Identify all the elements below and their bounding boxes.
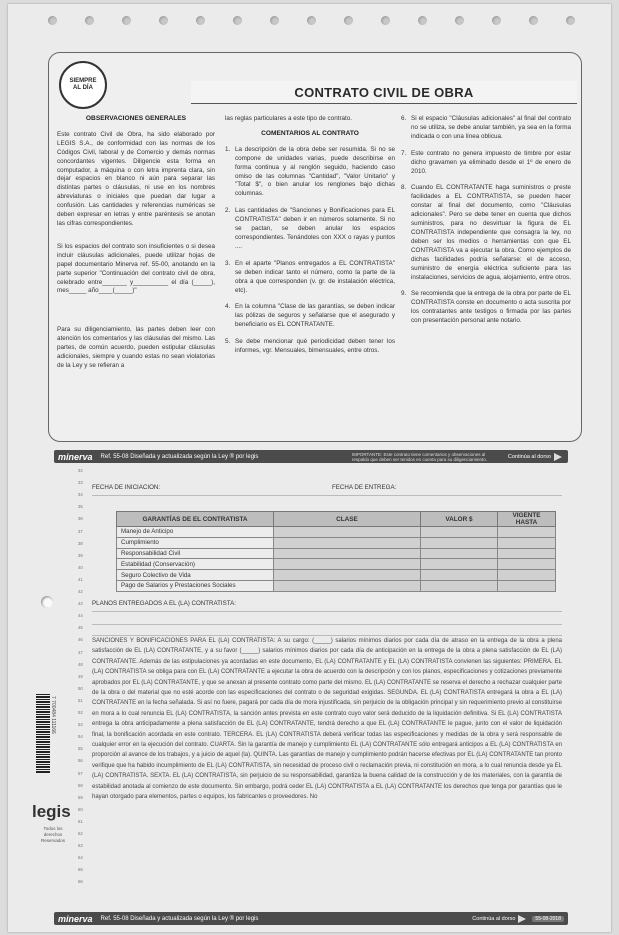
contract-form [78,466,570,896]
comments-intro: las reglas particulares a este tipo de contrato. [225,115,353,122]
comment-text: La descripción de la obra debe ser resumida. Si no se compone de unidades varias, puede describirse en forma continua y al renglón seguido, haciendo caso omiso de las columnas "Cantidad", "Valor Unitario" y "Total $", o bien anular los renglones bajo dichas columnas. [235,145,395,198]
continue-text: Continúa al dorso [507,453,551,460]
comment-number: 4. [225,303,231,311]
perforation-hole [566,16,575,25]
continue-text: Continúa al dorso [472,915,516,922]
line-number: 33 [78,480,83,486]
line-number: 38 [78,540,83,546]
line-number: 63 [78,843,83,849]
line-number: 37 [78,528,83,534]
comment-number: 9. [401,290,407,298]
line-number: 57 [78,770,83,776]
barcode [36,694,50,774]
header-value: VALOR $ [421,512,498,527]
line-number: 54 [78,734,83,740]
line-number: 64 [78,855,83,861]
comment-item [401,184,571,282]
guarantee-cell[interactable] [498,548,556,559]
perforation-hole [381,16,390,25]
plans-line [92,600,562,612]
arrow-right-icon [518,915,526,923]
guarantee-cell[interactable] [498,580,556,591]
guarantee-cell[interactable] [498,537,556,548]
perforation-hole [85,16,94,25]
line-number: 32 [78,468,83,473]
comment-item [225,207,395,252]
perforation-hole [48,16,57,25]
continue-label [508,453,562,461]
comment-item [401,115,571,142]
perforation-hole [307,16,316,25]
guarantee-cell[interactable] [421,580,498,591]
perforation-holes [48,16,608,30]
comment-item [401,290,571,326]
header-class: CLASE [274,512,421,527]
start-date-label: FECHA DE INICIACIÓN: [92,484,161,491]
comment-item [225,260,395,296]
comment-item [225,338,395,356]
line-number: 36 [78,516,83,522]
contract-title: CONTRATO CIVIL DE OBRA [191,81,577,104]
guarantee-cell[interactable] [274,537,421,548]
delivery-date-label: FECHA DE ENTREGA: [332,484,397,491]
guarantee-cell[interactable] [274,580,421,591]
important-note: IMPORTANTE: Este contrato tiene comentarios y observaciones al respaldo que deben ser tenidos en cuenta para su diligenciamiento. [351,451,487,462]
instructions-panel [48,52,582,442]
seal-line2: AL DÍA [73,85,93,91]
table-row [117,527,556,538]
comment-text: Cuando EL CONTRATANTE haga suministros o preste facilidades a EL CONTRATISTA, se pueden hacer constar al final del documento, como "Cláusulas adicionales". Pero se debe tener en cuenta que dichos suministros, para no desvirtuar la figura de EL CONTRATISTA independiente que consagra la ley, no deben ser los medios o herramientas con que EL CONTRATISTA va a ejecutar la obra. Como ejemplos de dichas facilidades podría señalarse: el de acceso, suministro de energía eléctrica suficiente para las instalaciones, servicios de agua, alojamiento, entre otros. [411,184,571,281]
guarantee-cell[interactable] [421,559,498,570]
comment-text: Se recomienda que la entrega de la obra por parte de EL CONTRATISTA conste en documento o acta suscrita por los contratantes ante testigos o firmada por las partes con presentación personal ante notario. [411,290,571,325]
guarantees-table [116,511,556,592]
line-number: 51 [78,697,83,703]
line-number: 44 [78,613,83,619]
guarantee-cell[interactable] [421,570,498,581]
table-row [117,580,556,591]
minerva-footer-band [54,450,568,463]
observations-paragraph-2: Si los espacios del contrato son insuficientes o si desea incluir cláusulas adicionales, puede utilizar hojas de papel documentario Minerva ref. 55-00, anotando en la parte superior "Continuación del contrato civil de obra, celebrado entre_______ y__________ el día (_____), mes_____ año____(_____)" [57,242,215,295]
comment-number: 1. [225,145,231,153]
guarantee-cell[interactable] [274,559,421,570]
comment-number: 2. [225,207,231,215]
minerva-ref: Ref. 55-08 Diseñada y actualizada según la Ley ® por legis [100,915,259,922]
perforation-hole [344,16,353,25]
comment-text: En la columna "Clase de las garantías, se deben indicar las pólizas de seguros y señalarse que el asegurado y beneficiario es EL CONTRATANTE. [235,303,395,329]
line-number: 40 [78,564,83,570]
table-row [117,559,556,570]
guarantee-cell[interactable] [421,537,498,548]
continue-label [472,915,526,923]
guarantee-cell[interactable] [274,527,421,538]
line-number: 62 [78,831,83,836]
observations-column [57,115,215,380]
guarantee-type: Cumplimiento [117,537,274,548]
comments-heading: COMENTARIOS AL CONTRATO [261,129,359,137]
line-number: 65 [78,867,83,873]
guarantee-type: Seguro Colectivo de Vida [117,570,274,581]
page-code: 55-08-2018 [532,916,564,922]
comments-column-continued [401,115,571,334]
line-number: 47 [78,649,83,655]
plans-label: PLANOS ENTREGADOS A EL (LA) CONTRATISTA: [92,600,236,607]
perforation-hole [492,16,501,25]
line-number: 43 [78,601,83,607]
line-number: 46 [78,637,83,643]
sanctions-clauses: SANCIONES Y BONIFICACIONES PARA EL (LA) CONTRATISTA: A su cargo: (_____) salarios mínimos diarios por cada día de atraso en la entrega de la obra a plena satisfacción de EL (LA) CONTRATANTE, y a su favor (_____) salarios mínimos diarios por cada día de anticipación en la entrega de la obra a plena satisfacción de EL (LA) CONTRATANTE. Además de las estipulaciones ya acordadas en este documento, EL (LA) CONTRATANTE y EL (LA) CONTRATISTA convienen las siguientes: PRIMERA. EL (LA) CONTRATISTA se obliga para con EL (LA) CONTRATANTE a ejecutar la obra de acuerdo con la descripción y con los planos, especificaciones y cotizaciones previamente aprobados por EL (LA) CONTRATANTE, y que se anexan al presente contrato como parte del mismo. EL (LA) CONTRATANTE se reserva el derecho a rechazar cualquier parte de la obra o del material que no esté acorde con las especificaciones del contrato o de seguridad exigidas. SEGUNDA. EL (LA) CONTRATISTA entregará la obra a EL (LA) CONTRATANTE en la fecha señalada. Si así no fuere, pagará por cada día de mora injustificada, sin perjuicio de la obligación principal y sin requerimiento previo al constituirse en mora a lo cual renuncia EL (LA) CONTRATISTA, la sanción antes prevista en este contrato cuyo valor será deducido de la liquidación definitiva. Si EL (LA) CONTRATISTA entrega la obra anticipadamente a plena satisfacción de EL (LA) CONTRATANTE, tendrá derecho a que EL (LA) CONTRATANTE le pague, junto con el valor de liquidación final, la bonificación acordada en este contrato. TERCERA. EL (LA) CONTRATISTA deberá verificar todas las especificaciones y medidas de la obra y será responsable de cualquier error en la ejecución del contrato. CUARTA. Sin la garantía de manejo y cumplimiento EL (LA) CONTRATANTE sólo entregará anticipos a EL (LA) CONTRATISTA en proporción al avance de los trabajos, y a juicio de aquel (la). QUINTA. Las garantías de manejo y cumplimiento podrán hacerse efectivas por EL (LA) CONTRATANTE tan pronto verifique que ha habido incumplimiento de EL (LA) CONTRATISTA, sin necesidad de proceso civil o reclamación previa, ni constitución en mora, a lo cual renuncia desde ya EL (LA) CONTRATISTA. SEXTA. EL (LA) CONTRATISTA, sin perjuicio de su responsabilidad, garantiza la buena calidad de la construcción y de los materiales, con la garantía de estabilidad anotada al comienzo de este documento. Sin embargo, podrá ceder EL (LA) CONTRATISTA a EL (LA) CONTRATANTE los derechos que tenga por garantías que le hayan otorgado para elementos, partes o equipos, los fabricantes o proveedores. No [92,638,563,801]
table-row [117,537,556,548]
line-number: 39 [78,552,83,558]
header-guarantees: GARANTÍAS DE EL CONTRATISTA [117,512,274,527]
rights-reserved: Todos los derechos Reservados [40,826,65,843]
binder-hole [41,596,53,608]
perforation-hole [122,16,131,25]
minerva-ref: Ref. 55-08 Diseñada y actualizada según la Ley ® por legis [100,453,259,460]
seal-line1: SIEMPRE [69,78,97,84]
comments-column [225,115,395,364]
observations-paragraph-3: Para su diligenciamiento, las partes deben leer con atención los comentarios y las cláusulas del mismo. Las partes, de común acuerdo, pueden estipular cláusulas adicionales, siempre y cuando estas no sean violatorias de la Ley y se refieran a [57,326,215,369]
table-row [117,548,556,559]
left-margin [28,474,71,914]
line-number: 50 [78,685,83,691]
comment-text: Las cantidades de "Sanciones y Bonificaciones para EL CONTRATISTA" deben ir en números solamente. Si no se pactan, se deben anular los espacios correspondientes. Tenándoles con XXX o rayas y puntos .... [235,207,395,250]
minerva-brand: minerva [58,451,93,462]
barcode-number: 7 700484 111166 [50,696,56,734]
guarantee-cell[interactable] [421,527,498,538]
perforation-hole [418,16,427,25]
comment-text: Se debe mencionar qué periodicidad deben tener los informes, vgr. Mensuales, bimensuales, entre otros. [235,338,395,355]
perforation-hole [455,16,464,25]
minerva-footer-band-bottom [54,912,568,925]
guarantee-cell[interactable] [274,570,421,581]
guarantee-cell[interactable] [421,548,498,559]
guarantee-type: Manejo de Anticipo [117,527,274,538]
dates-line [92,484,562,496]
guarantee-cell[interactable] [274,548,421,559]
line-number: 45 [78,625,83,631]
comment-text: Este contrato no genera impuesto de timbre por estar dicho gravamen ya eliminado desde el 1º de enero de 2010. [411,149,571,175]
perforation-hole [233,16,242,25]
comment-number: 6. [401,115,407,122]
line-number: 58 [78,782,83,788]
comment-item [225,303,395,330]
comment-item [401,150,571,177]
header-valid-until: VIGENTE HASTA [498,512,556,527]
line-number: 42 [78,589,83,594]
line-number: 55 [78,746,83,752]
comment-text: En el aparte "Planos entregados a EL CONTRATISTA" se deben indicar tanto el número, como la parte de la obra a que corresponden (v. gr. de instalación eléctrica, etc). [235,259,395,294]
arrow-right-icon [554,453,562,461]
line-number: 59 [78,794,83,800]
line-number: 60 [78,806,83,812]
perforation-hole [159,16,168,25]
legis-logo: legis [32,802,71,821]
perforation-hole [196,16,205,25]
line-number: 56 [78,758,83,764]
line-number: 52 [78,710,83,715]
line-number: 41 [78,576,83,582]
line-number: 61 [78,818,83,824]
guarantee-cell[interactable] [498,570,556,581]
guarantee-cell[interactable] [498,527,556,538]
table-row [117,570,556,581]
observations-heading: OBSERVACIONES GENERALES [85,115,187,122]
comment-number: 7. [401,149,407,157]
comment-number: 5. [225,338,231,346]
line-number: 35 [78,504,83,510]
line-number: 53 [78,722,83,728]
perforation-hole [270,16,279,25]
line-number: 49 [78,673,83,679]
siempre-al-dia-seal [59,61,107,109]
guarantee-cell[interactable] [498,559,556,570]
comment-number: 3. [225,259,231,267]
document-sheet [8,4,611,932]
minerva-brand: minerva [58,913,93,924]
comment-item [225,146,395,199]
line-number: 34 [78,492,83,498]
line-number: 66 [78,879,83,885]
line-number: 48 [78,661,83,667]
blank-line [92,624,562,636]
guarantee-type: Estabilidad (Conservación) [117,559,274,570]
guarantee-type: Responsabilidad Civil [117,548,274,559]
guarantee-type: Pago de Salarios y Prestaciones Sociales [117,580,274,591]
observations-paragraph-1: Este contrato Civil de Obra, ha sido elaborado por LEGIS S.A., de conformidad con las normas de los Códigos Civil, laboral y de Comercio y demás normas concordantes vigentes. Diligencie esta forma en computador, a máquina o con letra imprenta clara, sin dejar espacios en blanco ni aún para separar las distintas partes o cláusulas, ni use en los nombres abreviaturas o iniciales que puedan dar lugar a confusión. Las cantidades y referencias numéricas se deben expresar en letras y entre paréntesis se anotan las cifras correspondientes. [57,130,215,227]
comment-text: Si el espacio "Cláusulas adicionales" al final del contrato no se utiliza, se debe anular también, ya sea en la forma indicada o con una línea oblicua. [411,115,571,140]
perforation-hole [529,16,538,25]
comment-number: 8. [401,184,407,192]
